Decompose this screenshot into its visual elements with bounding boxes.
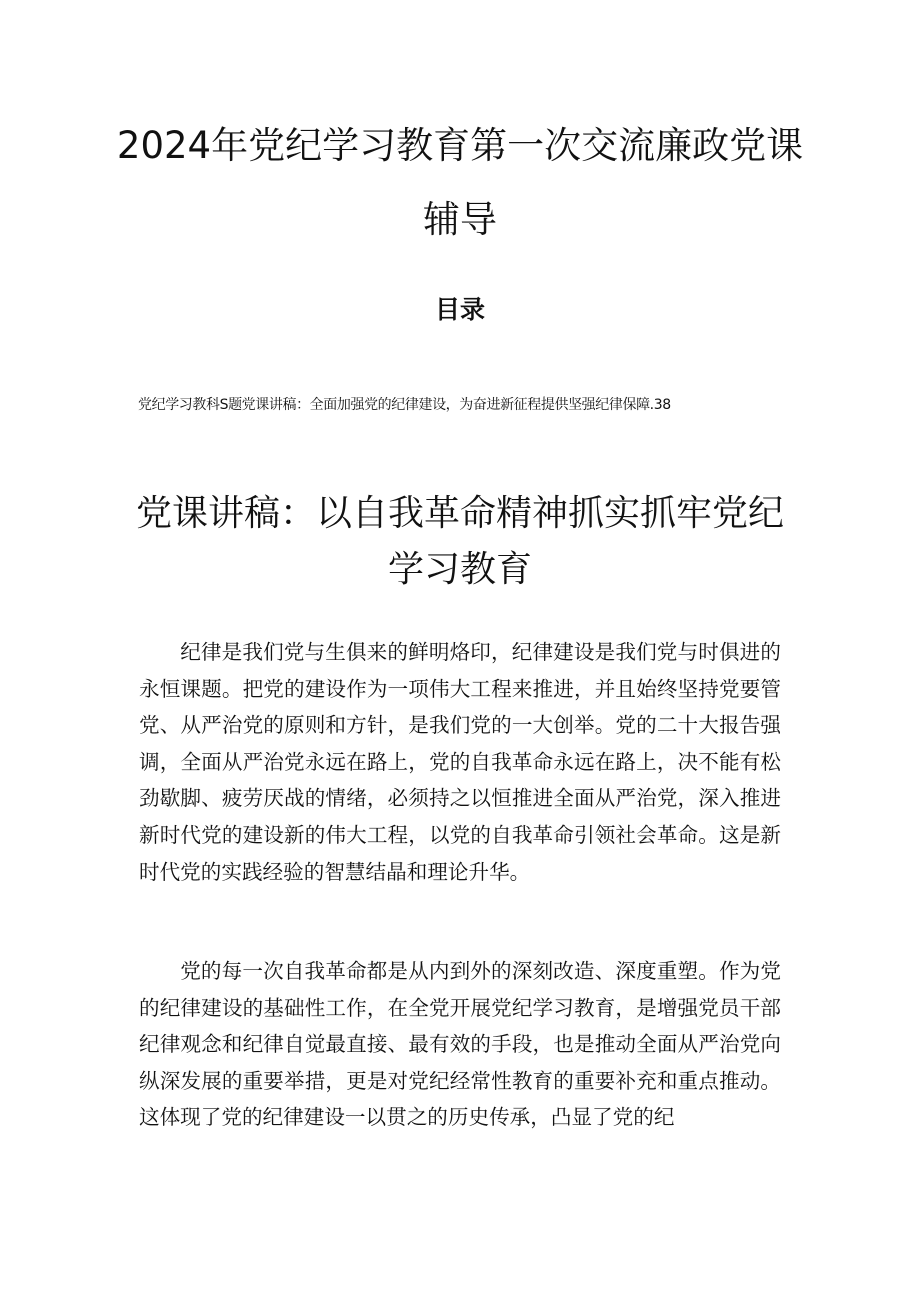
body-paragraph: 纪律是我们党与生俱来的鲜明烙印，纪律建设是我们党与时俱进的永恒课题。把党的建设作为一项伟大工程来推进，并且始终坚持党要管党、从严治党的原则和方针，是我们党的一大创举。党的二十大报告强调，全面从严治党永远在路上，党的自我革命永远在路上，决不能有松劲歇脚、疲劳厌战的情绪，必须持之以恒推进全面从严治党，深入推进新时代党的建设新的伟大工程，以党的自我革命引领社会革命。这是新时代党的实践经验的智慧结晶和理论升华。 [139, 640, 781, 884]
toc-entry[interactable]: 党纪学习教科S题党课讲稿：全面加强党的纪律建设，为奋进新征程提供坚强纪律保障.38 [138, 397, 671, 413]
section-title-line-1: 党课讲稿：以自我革命精神抓实抓牢党纪 [135, 493, 784, 534]
section-title-line-2: 学习教育 [387, 549, 532, 590]
toc-heading: 目录 [434, 295, 485, 324]
document-title-line-1: 2024年党纪学习教育第一次交流廉政党课 [116, 124, 804, 167]
document-title-line-2: 辅导 [423, 198, 497, 241]
body-paragraph: 党的每一次自我革命都是从内到外的深刻改造、深度重塑。作为党的纪律建设的基础性工作，在全党开展党纪学习教育，是增强党员干部纪律观念和纪律自觉最直接、最有效的手段，也是推动全面从严治党向纵深发展的重要举措，更是对党纪经常性教育的重要补充和重点推动。这体现了党的纪律建设一以贯之的历史传承，凸显了党的纪 [139, 959, 781, 1130]
